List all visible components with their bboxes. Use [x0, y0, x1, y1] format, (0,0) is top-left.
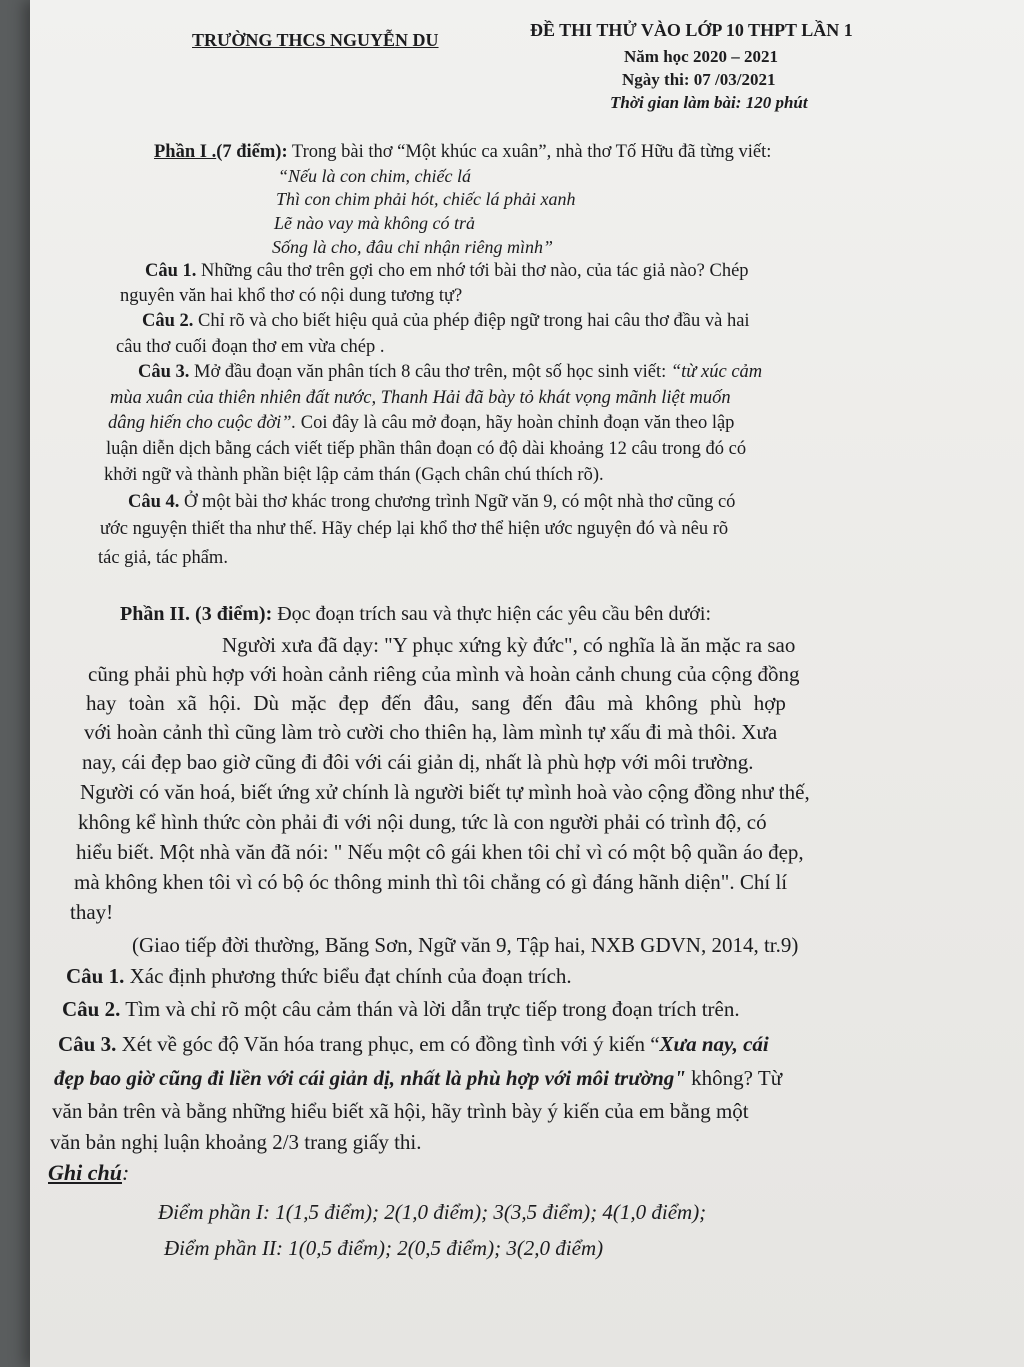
part1-q3-text-cont: Coi đây là câu mở đoạn, hãy hoàn chỉnh đoạn văn theo lập — [296, 413, 735, 433]
part1-question-3 — [138, 362, 762, 383]
exam-title: ĐỀ THI THỬ VÀO LỚP 10 THPT LẦN 1 — [530, 20, 853, 40]
part1-q4-line3: tác giả, tác phẩm. — [98, 548, 228, 568]
passage-line-7: không kể hình thức còn phải đi với nội dung, tức là con người phải có trình độ, có — [78, 810, 767, 834]
part1-q3-line2 — [110, 388, 731, 409]
part1-intro: Trong bài thơ “Một khúc ca xuân”, nhà thơ Tố Hữu đã từng viết: — [287, 142, 772, 162]
part2-q1-text: Xác định phương thức biểu đạt chính của đoạn trích. — [124, 964, 572, 988]
notes-line-2: Điểm phần II: 1(0,5 điểm); 2(0,5 điểm); 3(2,0 điểm) — [164, 1236, 604, 1260]
exam-paper — [30, 0, 1024, 1367]
part2-q3-text-cont: không? Từ — [685, 1066, 783, 1090]
part2-q3-line4: văn bản nghị luận khoảng 2/3 trang giấy thi. — [50, 1130, 422, 1154]
poem-line-4: Sống là cho, đâu chỉ nhận riêng mình” — [272, 237, 553, 257]
school-name: TRƯỜNG THCS NGUYỄN DU — [192, 30, 439, 50]
part1-q4-line2: ước nguyện thiết tha như thế. Hãy chép lại khổ thơ thể hiện ước nguyện đó và nêu rõ — [100, 519, 729, 539]
part2-q3-quote-start: Xưa nay, cái — [659, 1032, 769, 1056]
notes-label: Ghi chú — [48, 1160, 122, 1185]
notes-colon: : — [121, 1160, 130, 1185]
passage-line-8: hiểu biết. Một nhà văn đã nói: " Nếu một cô gái khen tôi chỉ vì có một bộ quần áo đẹp, — [76, 840, 804, 864]
notes-line-1: Điểm phần I: 1(1,5 điểm); 2(1,0 điểm); 3(3,5 điểm); 4(1,0 điểm); — [158, 1200, 707, 1224]
passage-line-10: thay! — [70, 900, 114, 924]
part1-q3-quote-mid: mùa xuân của thiên nhiên đất nước, Thanh Hải đã bày tỏ khát vọng mãnh liệt muốn — [110, 388, 731, 408]
part1-q3-line3 — [108, 413, 734, 434]
part1-q3-text: Mở đầu đoạn văn phân tích 8 câu thơ trên, một số học sinh viết: — [189, 362, 671, 382]
part1-q2-line2: câu thơ cuối đoạn thơ em vừa chép . — [116, 337, 385, 357]
part1-q4-text: Ở một bài thơ khác trong chương trình Ngữ văn 9, có một nhà thơ cũng có — [179, 492, 736, 512]
part2-q1-label: Câu 1. — [66, 964, 125, 988]
part2-q2-label: Câu 2. — [62, 997, 121, 1021]
part1-q3-label: Câu 3. — [138, 362, 190, 382]
faded-footer-marks — [360, 1315, 700, 1345]
part1-points: (7 điểm): — [216, 142, 288, 162]
passage-source: (Giao tiếp đời thường, Băng Sơn, Ngữ văn 9, Tập hai, NXB GDVN, 2014, tr.9) — [132, 933, 799, 957]
passage-line-9: mà không khen tôi vì có bộ óc thông minh thì tôi chẳng có gì đáng hãnh diện". Chí lí — [74, 870, 788, 894]
part1-q3-line5: khởi ngữ và thành phần biệt lập cảm thán (Gạch chân chú thích rõ). — [104, 465, 604, 485]
part2-question-1 — [66, 964, 572, 989]
passage-line-2: cũng phải phù hợp với hoàn cảnh riêng của mình và hoàn cảnh chung của cộng đồng — [88, 662, 800, 686]
passage-line-6: Người có văn hoá, biết ứng xử chính là người biết tự mình hoà vào cộng đồng như thế, — [80, 780, 810, 804]
part1-heading — [154, 142, 771, 163]
part2-question-2 — [62, 997, 740, 1022]
exam-duration: Thời gian làm bài: 120 phút — [610, 93, 808, 112]
part1-label: Phần I . — [154, 142, 217, 162]
passage-line-4: với hoàn cảnh thì cũng làm trò cười cho thiên hạ, làm mình tự xấu đi mà thôi. Xưa — [84, 720, 778, 744]
part1-question-2 — [142, 311, 750, 332]
part1-q1-line2: nguyên văn hai khổ thơ có nội dung tương tự? — [120, 286, 463, 306]
passage-line-3: hay toàn xã hội. Dù mặc đẹp đến đâu, sang đến đâu mà không phù hợp — [86, 691, 786, 715]
part1-question-4 — [128, 492, 735, 513]
school-year: Năm học 2020 – 2021 — [624, 47, 778, 66]
poem-line-2: Thì con chim phải hót, chiếc lá phải xanh — [276, 189, 576, 209]
part2-q3-text: Xét về góc độ Văn hóa trang phục, em có đồng tình với ý kiến “ — [116, 1032, 660, 1056]
poem-line-1: “Nếu là con chim, chiếc lá — [278, 166, 471, 186]
part1-q2-label: Câu 2. — [142, 311, 194, 331]
part1-q3-quote-end: dâng hiến cho cuộc đời”. — [108, 413, 297, 433]
part1-question-1 — [145, 261, 749, 282]
part2-q3-quote: đẹp bao giờ cũng đi liền với cái giản dị, nhất là phù hợp với môi trường" — [54, 1066, 686, 1090]
notes-heading — [48, 1160, 129, 1186]
part2-q3-label: Câu 3. — [58, 1032, 117, 1056]
part2-label: Phần II. (3 điểm): — [120, 603, 273, 625]
part1-q1-label: Câu 1. — [145, 261, 197, 281]
passage-line-1: Người xưa đã dạy: "Y phục xứng kỳ đức", có nghĩa là ăn mặc ra sao — [222, 633, 796, 657]
part1-q4-label: Câu 4. — [128, 492, 180, 512]
part2-q2-text: Tìm và chỉ rõ một câu cảm thán và lời dẫn trực tiếp trong đoạn trích trên. — [120, 997, 740, 1021]
part1-q1-text: Những câu thơ trên gợi cho em nhớ tới bài thơ nào, của tác giả nào? Chép — [196, 261, 749, 281]
part2-intro: Đọc đoạn trích sau và thực hiện các yêu cầu bên dưới: — [272, 603, 711, 625]
part2-q3-line2 — [54, 1066, 782, 1091]
part1-q3-quote-start: “từ xúc cảm — [670, 362, 763, 382]
poem-line-3: Lẽ nào vay mà không có trả — [274, 213, 475, 233]
part2-heading — [120, 603, 711, 626]
part1-q3-line4: luận diễn dịch bằng cách viết tiếp phần thân đoạn có độ dài khoảng 12 câu trong đó có — [106, 439, 747, 459]
part2-question-3 — [58, 1032, 769, 1057]
part2-q3-line3: văn bản trên và bằng những hiểu biết xã hội, hãy trình bày ý kiến của em bằng một — [52, 1099, 749, 1123]
passage-line-5: nay, cái đẹp bao giờ cũng đi đôi với cái giản dị, nhất là phù hợp với môi trường. — [82, 750, 754, 774]
part1-q2-text: Chỉ rõ và cho biết hiệu quả của phép điệp ngữ trong hai câu thơ đầu và hai — [193, 311, 750, 331]
exam-date: Ngày thi: 07 /03/2021 — [622, 70, 776, 89]
